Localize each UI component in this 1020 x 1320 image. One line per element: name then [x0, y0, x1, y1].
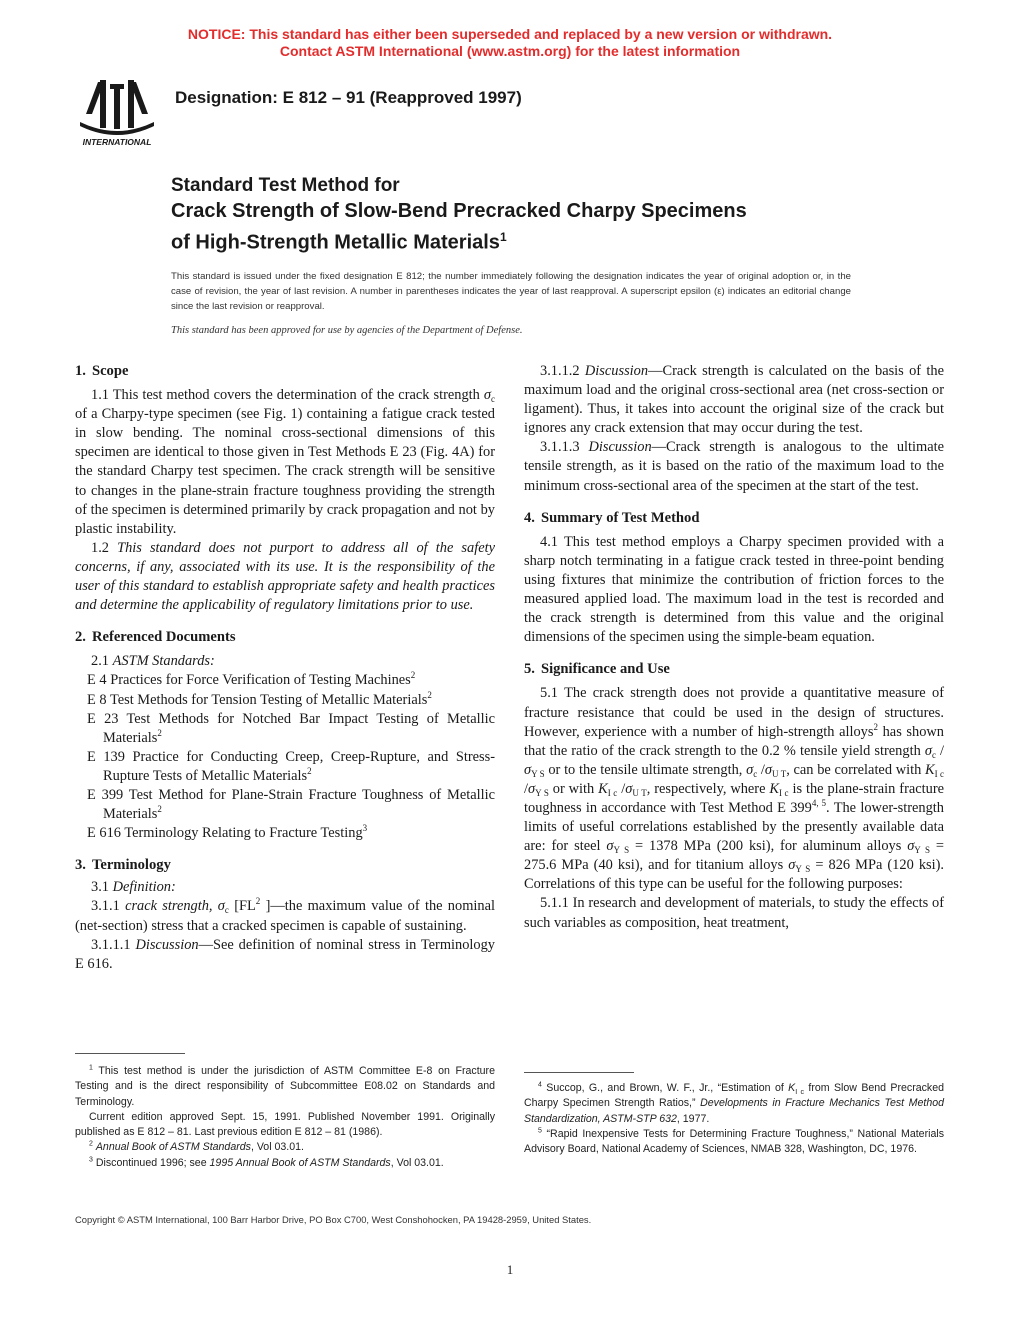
paragraph-1-1: 1.1 This test method covers the determination of the crack strength $\sigma_c$ of a Charpy-type specimen (see Fig. 1) containing a fatigue crack tested in slow bending. The nominal cross-sectional dimensions of this specimen are identical to those given in Test Methods E 23 (Fig. 4A) for the standard Charpy test specimen. The crack strength will be sensitive to changes in the plane-strain fracture toughness providing the strength of the specimen is determined primarily by crack propagation and not by plastic instability. — [75, 387, 495, 537]
left-column — [75, 362, 495, 974]
footnote-1: $^1$ This test method is under the jurisdiction of ASTM Committee E-8 on Fracture Testing and is the direct responsibility of Subcommittee E08.02 on Standards and Terminology. — [75, 1064, 495, 1108]
paragraph-4-1: 4.1 This test method employs a Charpy specimen provided with a sharp notch terminating in a fatigue crack tested in three-point bending using fixtures that minimize the contribution of friction forces to the measured applied load. The maximum load in the test is recorded and the crack strength is determined from this value and the original dimensions of the specimen using the simple-beam equation. — [524, 533, 944, 646]
footnotes-left — [75, 1064, 495, 1171]
dod-approval: This standard has been approved for use by agencies of the Department of Defense. — [171, 325, 523, 336]
notice-line-1: NOTICE: This standard has either been superseded and replaced by a new version or withdrawn. — [187, 26, 833, 42]
section-heading-scope: 1. Scope — [75, 363, 129, 379]
document-title — [171, 174, 971, 256]
paragraph-3-1-1-2: 3.1.1.2 Discussion—Crack strength is calculated on the basis of the maximum load and the original cross-sectional area (net cross-section or ligament). Thus, it takes into account the original size of the crack but ignores any crack extension that may occur during the test. — [524, 363, 944, 437]
reference-item: E 616 Terminology Relating to Fracture Testing$^3$ — [87, 823, 368, 842]
title-line-1: Standard Test Method for — [171, 175, 400, 196]
svg-text:INTERNATIONAL: INTERNATIONAL — [82, 137, 152, 147]
reference-item: E 399 Test Method for Plane-Strain Fracture Toughness of Metallic Materials$^2$ — [87, 786, 495, 823]
paragraph-5-1: 5.1 The crack strength does not provide a quantitative measure of fracture resistance that could be used in the design of structures. However, experience with a number of high-strength alloys$^2$ has shown that the ratio of the crack strength to the 0.2 % tensile yield strength $\sigma_c$ $/\sigma_{Y S}$ or to the tensile ultimate strength, $\sigma_c$ $/\sigma_{U T}$, can be correlated with $K_{I c}$ $/\sigma_{Y S}$ or with $K_{I c}$ $/\sigma_{U T}$, respectively, where $K_{I c}$ is the plane-strain fracture toughness in accordance with Test Method E 399$^{4, 5}$. The lower-strength limits of useful correlations established by the presently available data are: for steel $\sigma_{Y S} = 1378$ MPa (200 ksi), for aluminum alloys $\sigma_{Y S} = 275.6$ MPa (40 ksi), and for titanium alloys $\sigma_{Y S} = 826$ MPa (120 ksi). Correlations of this type can be useful for the following purposes: — [524, 685, 945, 893]
footnote-4: $^4$ Succop, G., and Brown, W. F., Jr., “Estimation of $K_{I c}$ from Slow Bend Precracked Charpy Specimen Strength Ratios,” Developments in Fracture Mechanics Test Method Standardization, ASTM-STP 632, 1977. — [524, 1081, 945, 1125]
page-number: 1 — [506, 1262, 514, 1277]
footnote-3: $^3$ Discontinued 1996; see 1995 Annual Book of ASTM Standards, Vol 03.01. — [89, 1156, 444, 1169]
paragraph-3-1-1-3: 3.1.1.3 Discussion—Crack strength is analogous to the ultimate tensile strength, as it is based on the ratio of the maximum load to the minimum cross-sectional area of the specimen at the start of the test. — [524, 439, 945, 494]
paragraph-2-1: 2.1 ASTM Standards: — [91, 653, 215, 670]
title-line-2: Crack Strength of Slow-Bend Precracked Charpy Specimens — [171, 200, 747, 222]
section-heading-referenced: 2. Referenced Documents — [75, 629, 236, 646]
reference-item: E 8 Test Methods for Tension Testing of Metallic Materials$^2$ — [87, 689, 432, 708]
section-heading-terminology: 3. Terminology — [75, 857, 171, 874]
paragraph-3-1: 3.1 Definition: — [91, 879, 176, 896]
reference-item: E 23 Test Methods for Notched Bar Impact Testing of Metallic Materials$^2$ — [87, 710, 495, 746]
issuance-statement: This standard is issued under the fixed designation E 812; the number immediately following the designation indicates the year of original adoption or, in the case of revision, the year of last revision. A number in parentheses indicates the year of last reapproval. A superscript epsilon (ε) indicates an editorial change since the last revision or reapproval. — [171, 271, 851, 312]
copyright-line: Copyright © ASTM International, 100 Barr Harbor Drive, PO Box C700, West Conshohocken, PA 19428-2959, United States. — [75, 1214, 592, 1225]
title-line-3: of High-Strength Metallic Materials$^1$ — [171, 230, 507, 254]
footnote-rule-right — [524, 1072, 634, 1073]
footnote-5: $^5$ “Rapid Inexpensive Tests for Determining Fracture Toughness,” National Materials Advisory Board, National Academy of Sciences, NMAB 328, Washington, DC, 1976. — [524, 1127, 944, 1156]
paragraph-1-2: 1.2 This standard does not purport to address all of the safety concerns, if any, associated with its use. It is the responsibility of the user of this standard to establish appropriate safety and health practices and determine the applicability of regulatory limitations prior to use. — [75, 539, 495, 614]
supersede-notice — [0, 26, 1020, 60]
designation: Designation: E 812 – 91 (Reapproved 1997) — [175, 88, 522, 107]
footnote-rule-left — [75, 1053, 185, 1054]
paragraph-3-1-1-1: 3.1.1.1 Discussion—See definition of nominal stress in Terminology E 616. — [75, 936, 495, 972]
astm-logo-icon — [76, 74, 158, 148]
right-column — [524, 362, 944, 933]
notice-line-2: Contact ASTM International (www.astm.org) for the latest information — [279, 43, 741, 59]
reference-item: E 4 Practices for Force Verification of Testing Machines$^2$ — [87, 670, 416, 689]
paragraph-5-1-1: 5.1.1 In research and development of materials, to study the effects of such variables as composition, heat treatment, — [524, 895, 944, 931]
footnotes-right — [524, 1081, 944, 1157]
section-heading-significance: 5. Significance and Use — [524, 661, 670, 678]
paragraph-3-1-1: 3.1.1 crack strength, $\sigma_c$ [$FL^2$ ]—the maximum value of the nominal (net-section) stress that a cracked specimen is capable of sustaining. — [75, 896, 495, 934]
section-heading-summary: 4. Summary of Test Method — [524, 509, 700, 526]
reference-item: E 139 Practice for Conducting Creep, Creep-Rupture, and Stress-Rupture Tests of Metallic Materials$^2$ — [87, 748, 495, 784]
footnote-2: $^2$ Annual Book of ASTM Standards, Vol 03.01. — [89, 1140, 304, 1154]
footnote-1-edition: Current edition approved Sept. 15, 1991. Published November 1991. Originally published as E 812 – 81. Last previous edition E 812 – 81 (1986). — [75, 1110, 495, 1139]
